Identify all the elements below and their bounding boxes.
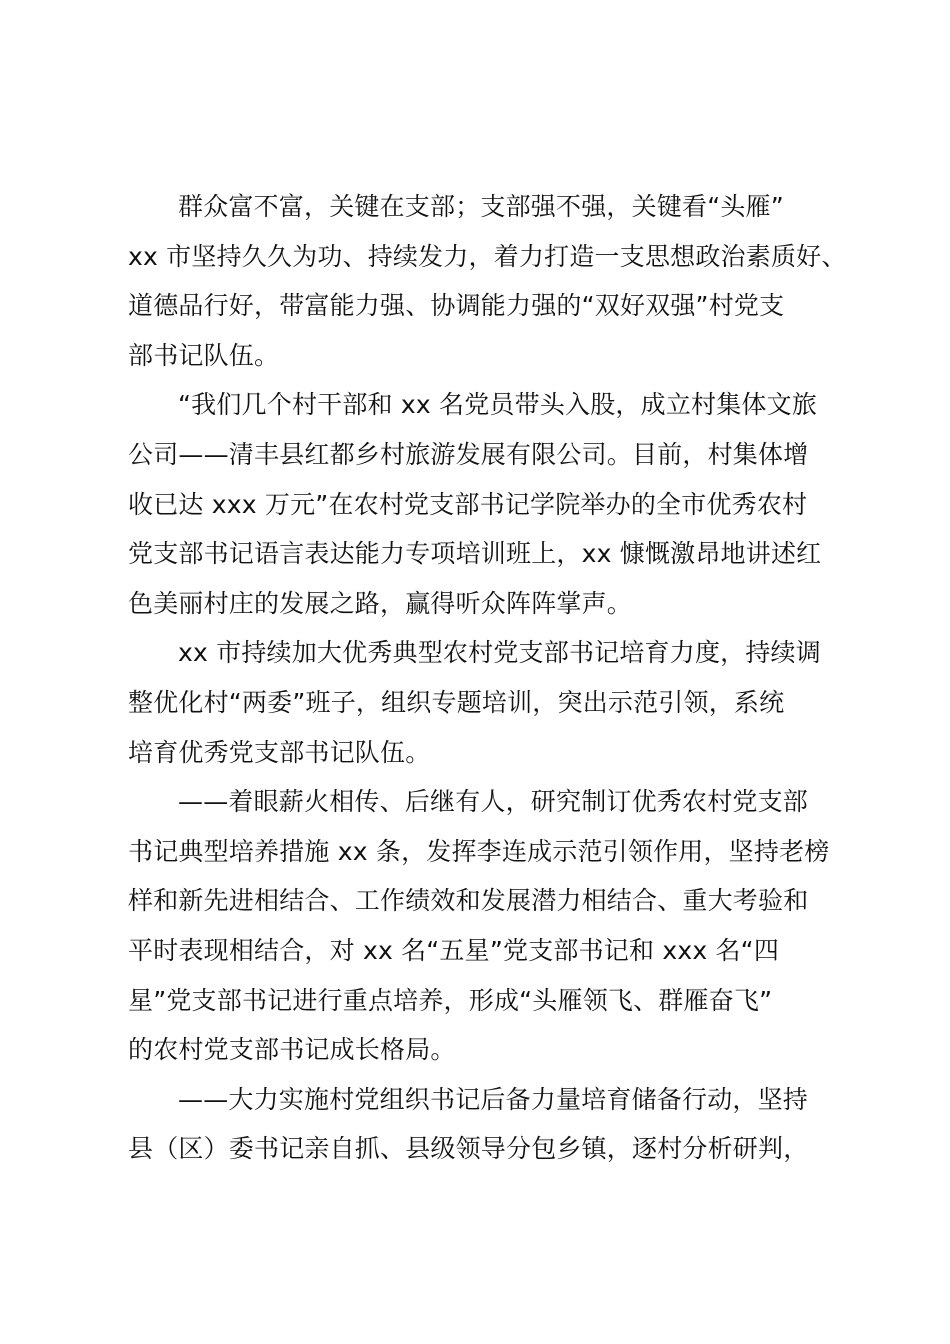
paragraph-line: 培育优秀党支部书记队伍。 xyxy=(128,737,431,767)
paragraph-line: 县（区）委书记亲自抓、县级领导分包乡镇，逐村分析研判， xyxy=(128,1134,809,1164)
paragraph-line: 样和新先进相结合、工作绩效和发展潜力相结合、重大考验和 xyxy=(128,886,809,916)
paragraph-line: 书记典型培养措施 xx 条，发挥李连成示范引领作用，坚持老榜 xyxy=(128,836,830,866)
paragraph-line: 道德品行好，带富能力强、协调能力强的“双好双强”村党支 xyxy=(128,291,785,321)
paragraph-4 xyxy=(128,777,840,1075)
paragraph-line: 色美丽村庄的发展之路，赢得听众阵阵掌声。 xyxy=(128,588,633,618)
paragraph-3 xyxy=(128,628,840,777)
paragraph-1 xyxy=(128,182,847,380)
paragraph-line: xx 市持续加大优秀典型农村党支部书记培育力度，持续调 xyxy=(178,638,821,668)
paragraph-line: 公司——清丰县红都乡村旅游发展有限公司。目前，村集体增 xyxy=(128,439,809,469)
paragraph-line: 群众富不富，关键在支部；支部强不强，关键看“头雁” xyxy=(178,192,784,221)
paragraph-line: 整优化村“两委”班子，组织专题培训，突出示范引领，系统 xyxy=(128,687,785,717)
paragraph-line: ——着眼薪火相传、后继有人，研究制订优秀农村党支部 xyxy=(178,787,809,817)
paragraph-line: 收已达 xxx 万元”在农村党支部书记学院举办的全市优秀农村 xyxy=(128,489,808,519)
paragraph-line: 平时表现相结合，对 xx 名“五星”党支部书记和 xxx 名“四 xyxy=(128,935,780,965)
paragraph-line: 党支部书记语言表达能力专项培训班上，xx 慷慨激昂地讲述红 xyxy=(128,539,822,569)
paragraph-5 xyxy=(128,1075,840,1174)
paragraph-line: 星”党支部书记进行重点培养，形成“头雁领飞、群雁奋飞” xyxy=(128,985,773,1015)
document-body xyxy=(128,182,847,1174)
paragraph-line: 的农村党支部书记成长格局。 xyxy=(128,1035,456,1065)
paragraph-line: xx 市坚持久久为功、持续发力，着力打造一支思想政治素质好、 xyxy=(128,241,847,271)
paragraph-line: ——大力实施村党组织书记后备力量培育储备行动，坚持 xyxy=(178,1084,809,1114)
paragraph-line: 部书记队伍。 xyxy=(128,340,280,370)
paragraph-2 xyxy=(128,380,840,628)
paragraph-line: “我们几个村干部和 xx 名党员带头入股，成立村集体文旅 xyxy=(178,390,818,420)
